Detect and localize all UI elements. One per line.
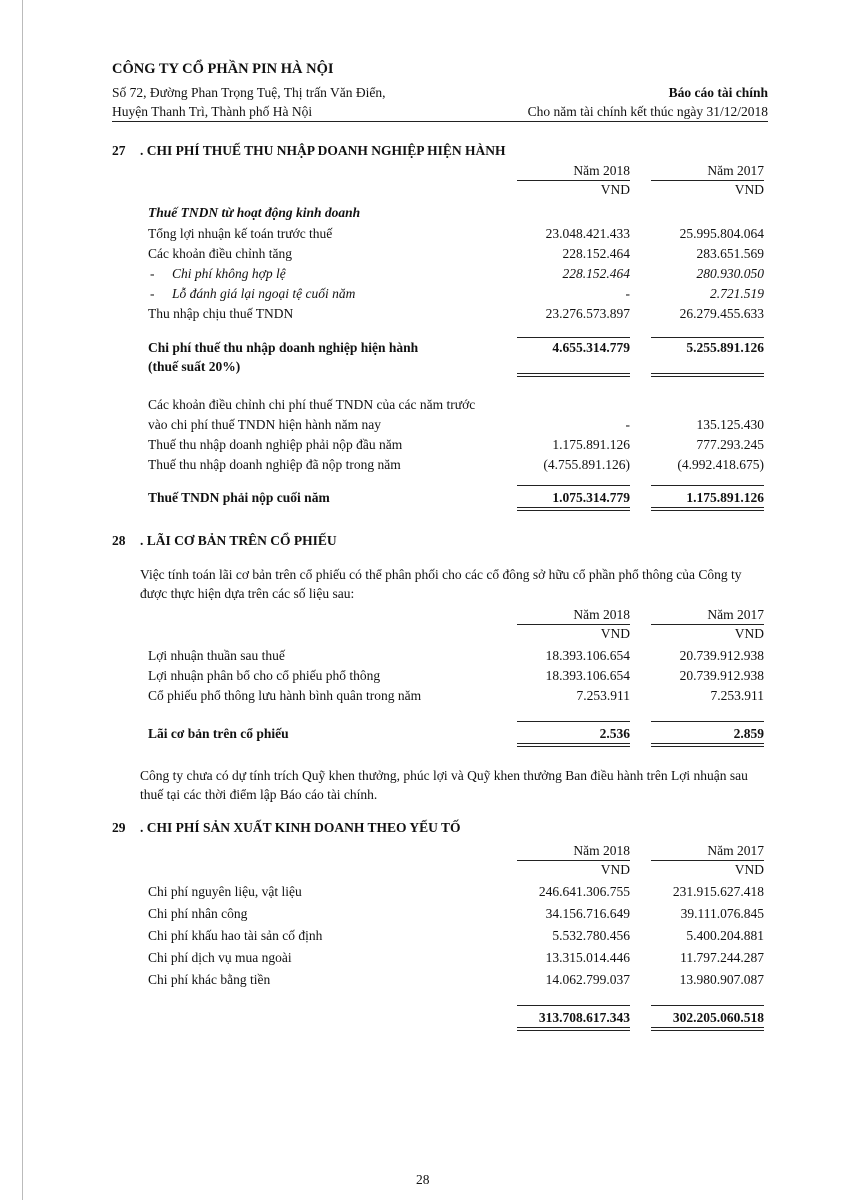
report-title: Báo cáo tài chính [668, 85, 768, 100]
table-row-label: Chi phí không hợp lệ [172, 266, 286, 281]
table-row-label: Các khoản điều chỉnh tăng [148, 246, 292, 261]
subtotal-rule-2017 [651, 337, 764, 338]
section-29-number: 29 [112, 820, 126, 835]
table-row-value-2017: 5.400.204.881 [686, 928, 764, 943]
col-header-rule-2017 [651, 860, 764, 861]
table-row-value-2018: (4.755.891.126) [543, 457, 630, 472]
table-row-value-2017: 20.739.912.938 [679, 668, 764, 683]
final-double-rule-2018 [517, 507, 630, 511]
col-header-2017: Năm 2017 [707, 163, 764, 178]
total-double-rule-2017 [651, 373, 764, 377]
col-header-rule-2017 [651, 180, 764, 181]
table-row-label: Thu nhập chịu thuế TNDN [148, 306, 294, 321]
section-27-title: . CHI PHÍ THUẾ THU NHẬP DOANH NGHIỆP HIỆN HÀNH [140, 143, 506, 158]
col-header-rule-2018 [517, 180, 630, 181]
company-address-line1: Số 72, Đường Phan Trọng Tuệ, Thị trấn Văn Điển, [112, 85, 386, 100]
s28-total-value-2018: 2.536 [599, 726, 630, 741]
s27-total-value-2018: 4.655.314.779 [552, 340, 630, 355]
col-header-2018: Năm 2018 [573, 607, 630, 622]
final-top-rule-2018 [517, 485, 630, 486]
table-row-value-2018: 18.393.106.654 [545, 668, 630, 683]
table-row-label: Các khoản điều chỉnh chi phí thuế TNDN của các năm trước [148, 397, 476, 412]
eps-top-rule-2017 [651, 721, 764, 722]
eps-double-rule-2017 [651, 743, 764, 747]
table-row-label: Chi phí khác bằng tiền [148, 972, 271, 987]
report-period: Cho năm tài chính kết thúc ngày 31/12/2018 [527, 104, 768, 119]
binding-edge-line [22, 0, 23, 1200]
table-row-label: Tổng lợi nhuận kế toán trước thuế [148, 226, 333, 241]
table-row-bullet: - [150, 266, 155, 281]
table-row-value-2017: 13.980.907.087 [679, 972, 764, 987]
table-row-value-2018: 5.532.780.456 [552, 928, 630, 943]
company-name: CÔNG TY CỔ PHẦN PIN HÀ NỘI [112, 61, 334, 77]
col-unit-2018: VND [600, 182, 630, 197]
s27-final-value-2017: 1.175.891.126 [686, 490, 764, 505]
section-28-title: . LÃI CƠ BẢN TRÊN CỔ PHIẾU [140, 533, 337, 548]
page-number: 28 [416, 1172, 430, 1187]
col-header-2017: Năm 2017 [707, 843, 764, 858]
s27-subheading: Thuế TNDN từ hoạt động kinh doanh [148, 205, 361, 220]
total-double-rule-2018 [517, 373, 630, 377]
eps-double-rule-2018 [517, 743, 630, 747]
table-row-value-2018: 228.152.464 [562, 246, 630, 261]
s28-total-label: Lãi cơ bản trên cổ phiếu [148, 726, 289, 741]
table-row-label: Chi phí khấu hao tài sản cố định [148, 928, 323, 943]
table-row-value-2018: 7.253.911 [576, 688, 630, 703]
col-header-rule-2018 [517, 860, 630, 861]
table-row-value-2017: 26.279.455.633 [679, 306, 764, 321]
table-row-value-2018: 14.062.799.037 [545, 972, 630, 987]
s29-total-double-rule-2017 [651, 1027, 764, 1031]
table-row-value-2017: 283.651.569 [696, 246, 764, 261]
s27-total-label: Chi phí thuế thu nhập doanh nghiệp hiện hành [148, 340, 419, 355]
table-row-label: vào chi phí thuế TNDN hiện hành năm nay [148, 417, 381, 432]
table-row-value-2017: 39.111.076.845 [680, 906, 764, 921]
col-unit-2017: VND [734, 862, 764, 877]
table-row-label: Chi phí dịch vụ mua ngoài [148, 950, 292, 965]
table-row-label: Thuế thu nhập doanh nghiệp đã nộp trong năm [148, 457, 401, 472]
table-row-label: Thuế thu nhập doanh nghiệp phải nộp đầu năm [148, 437, 403, 452]
col-unit-2017: VND [734, 182, 764, 197]
table-row-value-2017: 777.293.245 [696, 437, 764, 452]
table-row-value-2017: 20.739.912.938 [679, 648, 764, 663]
table-row-label: Chi phí nguyên liệu, vật liệu [148, 884, 302, 899]
table-row-value-2018: - [625, 417, 630, 432]
table-row-value-2017: 11.797.244.287 [680, 950, 764, 965]
col-unit-2017: VND [734, 626, 764, 641]
s29-total-double-rule-2018 [517, 1027, 630, 1031]
col-header-2017: Năm 2017 [707, 607, 764, 622]
final-double-rule-2017 [651, 507, 764, 511]
final-top-rule-2017 [651, 485, 764, 486]
table-row-value-2018: 246.641.306.755 [538, 884, 630, 899]
table-row-label: Lợi nhuận phân bổ cho cổ phiếu phổ thông [148, 668, 381, 683]
s29-total-value-2017: 302.205.060.518 [672, 1010, 764, 1025]
s27-total-label-rate: (thuế suất 20%) [148, 359, 241, 374]
table-row-value-2017: 25.995.804.064 [679, 226, 764, 241]
table-row-value-2017: 135.125.430 [696, 417, 764, 432]
s28-intro-paragraph: Việc tính toán lãi cơ bản trên cổ phiếu có thể phân phối cho các cổ đông sở hữu cổ phần phổ thông của Công ty được thực hiện dựa trên các số liệu sau: [140, 567, 742, 601]
col-header-2018: Năm 2018 [573, 163, 630, 178]
col-unit-2018: VND [600, 862, 630, 877]
table-row-value-2017: (4.992.418.675) [677, 457, 764, 472]
s27-final-value-2018: 1.075.314.779 [552, 490, 630, 505]
company-address-line2: Huyện Thanh Trì, Thành phố Hà Nội [112, 104, 313, 119]
table-row-value-2017: 231.915.627.418 [672, 884, 764, 899]
section-28-number: 28 [112, 533, 126, 548]
table-row-value-2018: 18.393.106.654 [545, 648, 630, 663]
table-row-value-2017: 7.253.911 [710, 688, 764, 703]
s28-note-paragraph: Công ty chưa có dự tính trích Quỹ khen thưởng, phúc lợi và Quỹ khen thưởng Ban điều hành trên Lợi nhuận sau thuế tại các thời điểm lập Báo cáo tài chính. [140, 768, 748, 802]
table-row-value-2018: 1.175.891.126 [552, 437, 630, 452]
table-row-value-2017: 280.930.050 [696, 266, 764, 281]
table-row-label: Lợi nhuận thuần sau thuế [148, 648, 285, 663]
s27-final-label: Thuế TNDN phải nộp cuối năm [148, 490, 330, 505]
col-header-2018: Năm 2018 [573, 843, 630, 858]
table-row-label: Lỗ đánh giá lại ngoại tệ cuối năm [172, 286, 356, 301]
table-row-label: Cổ phiếu phổ thông lưu hành bình quân trong năm [148, 688, 422, 703]
s29-total-top-rule-2017 [651, 1005, 764, 1006]
col-header-rule-2017 [651, 624, 764, 625]
col-header-rule-2018 [517, 624, 630, 625]
table-row-value-2017: 2.721.519 [710, 286, 764, 301]
section-29-title: . CHI PHÍ SẢN XUẤT KINH DOANH THEO YẾU TỐ [140, 820, 461, 835]
s29-total-top-rule-2018 [517, 1005, 630, 1006]
table-row-value-2018: 23.276.573.897 [545, 306, 630, 321]
s27-total-value-2017: 5.255.891.126 [686, 340, 764, 355]
s29-total-value-2018: 313.708.617.343 [538, 1010, 630, 1025]
table-row-value-2018: 34.156.716.649 [545, 906, 630, 921]
eps-top-rule-2018 [517, 721, 630, 722]
section-27-number: 27 [112, 143, 126, 158]
subtotal-rule-2018 [517, 337, 630, 338]
table-row-value-2018: - [625, 286, 630, 301]
table-row-value-2018: 23.048.421.433 [545, 226, 630, 241]
table-row-bullet: - [150, 286, 155, 301]
table-row-value-2018: 13.315.014.446 [545, 950, 630, 965]
table-row-label: Chi phí nhân công [148, 906, 248, 921]
table-row-value-2018: 228.152.464 [562, 266, 630, 281]
col-unit-2018: VND [600, 626, 630, 641]
s28-total-value-2017: 2.859 [733, 726, 764, 741]
header-rule [112, 121, 768, 122]
